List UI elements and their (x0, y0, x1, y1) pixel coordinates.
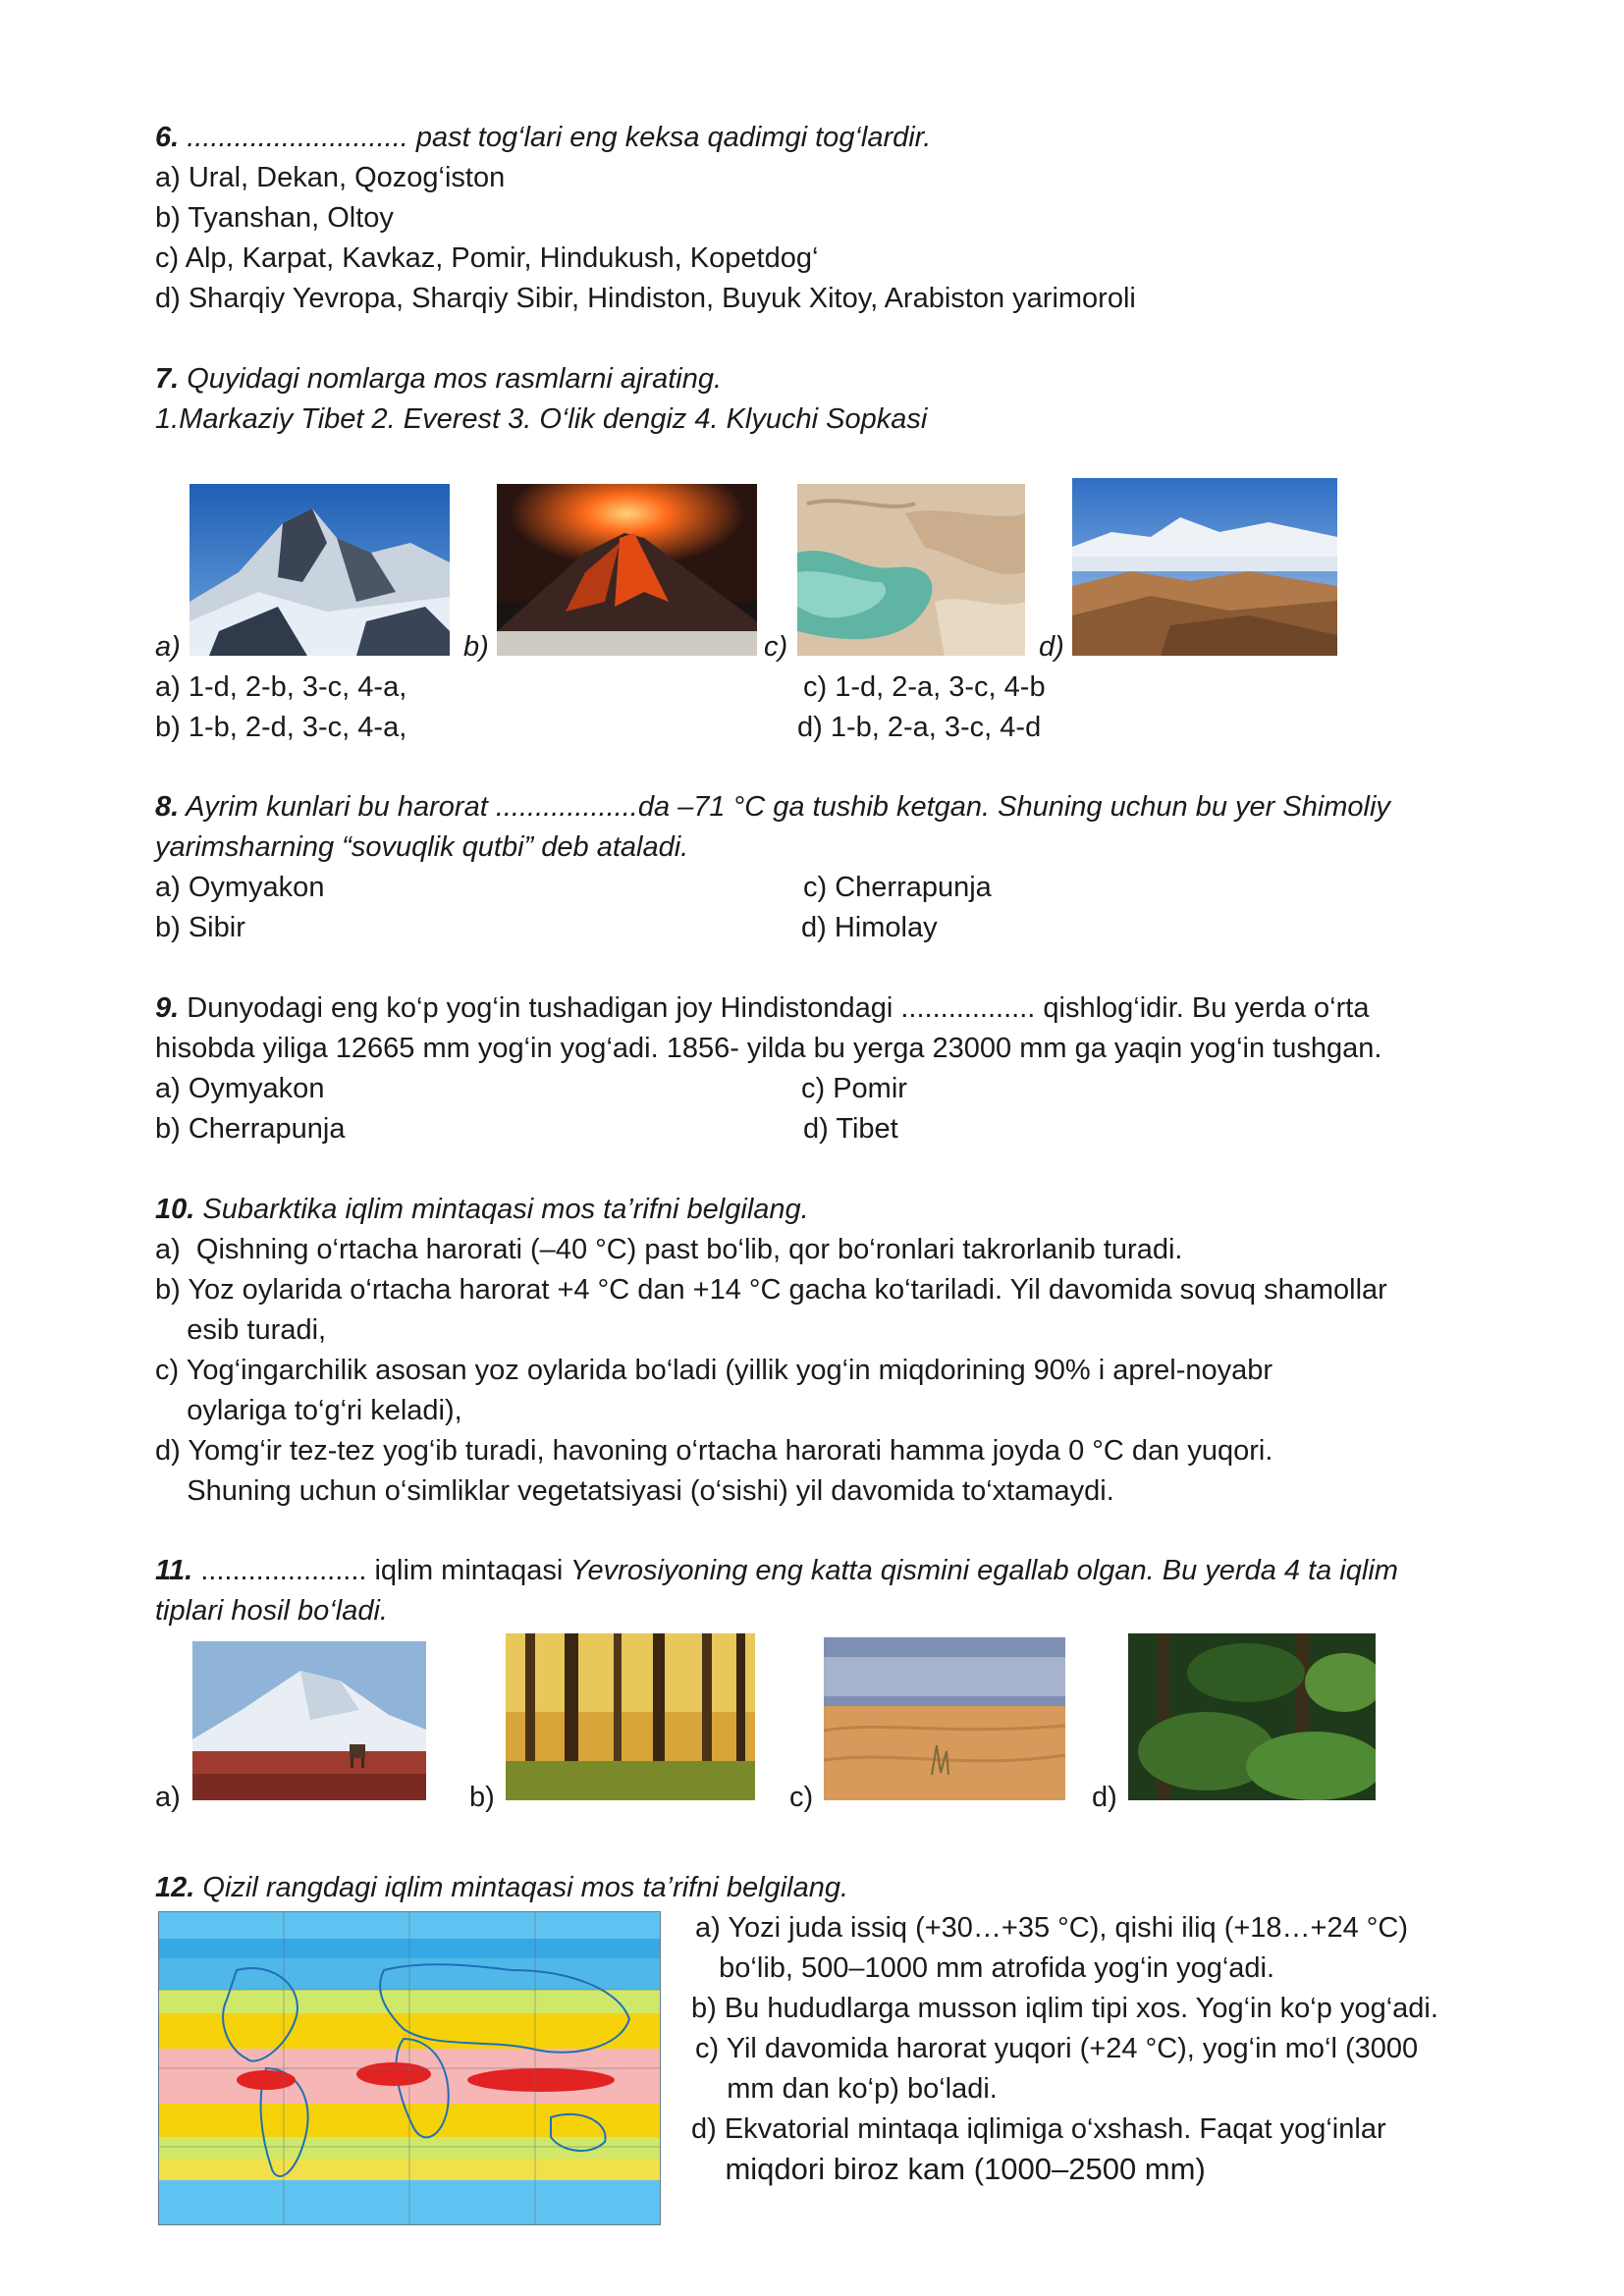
q7-names: 1.Markaziy Tibet 2. Everest 3. O‘lik dengiz 4. Klyuchi Sopkasi (155, 403, 928, 435)
q11-stem-text: Yevrosiyoning eng katta qismini egallab olgan. Bu yerda 4 ta iqlim (563, 1555, 1398, 1586)
q7-option-d[interactable]: d) 1-b, 2-a, 3-c, 4-d (797, 712, 1042, 743)
q10-stem (155, 1190, 809, 1229)
q7-image-label-d: d) (1039, 631, 1064, 663)
q10-stem-text: Subarktika iqlim mintaqasi mos ta’rifni belgilang. (194, 1194, 809, 1225)
q11-number: 11. (155, 1555, 193, 1586)
q7-image-everest[interactable] (189, 484, 450, 656)
q11-image-tundra[interactable] (192, 1641, 426, 1800)
q12-stem (155, 1868, 848, 1907)
q6-option-d[interactable]: d) Sharqiy Yevropa, Sharqiy Sibir, Hindiston, Buyuk Xitoy, Arabiston yarimoroli (155, 283, 1136, 314)
q7-option-a[interactable]: a) 1-d, 2-b, 3-c, 4-a, (155, 671, 407, 703)
q8-stem-line1 (155, 787, 1390, 827)
q11-image-label-b: b) (469, 1782, 495, 1813)
q10-option-c-cont: oylariga to‘g‘ri keladi), (155, 1395, 462, 1426)
q8-stem-line2: yarimsharning “sovuqlik qutbi” deb ataladi. (155, 831, 689, 863)
q12-option-c[interactable]: c) Yil davomida harorat yuqori (+24 °C), yog‘in mo‘l (3000 (695, 2033, 1419, 2064)
q11-image-forest[interactable] (506, 1633, 755, 1800)
q9-option-a[interactable]: a) Oymyakon (155, 1073, 325, 1104)
q6-option-c[interactable]: c) Alp, Karpat, Kavkaz, Pomir, Hindukush, Kopetdog‘ (155, 242, 819, 274)
q8-option-d[interactable]: d) Himolay (801, 912, 938, 943)
q11-image-label-a: a) (155, 1782, 181, 1813)
q9-option-b[interactable]: b) Cherrapunja (155, 1113, 346, 1145)
q7-option-c[interactable]: c) 1-d, 2-a, 3-c, 4-b (803, 671, 1046, 703)
q6-option-a[interactable]: a) Ural, Dekan, Qozog‘iston (155, 162, 506, 193)
q11-image-rainforest[interactable] (1128, 1633, 1376, 1800)
q10-option-b-cont: esib turadi, (155, 1314, 327, 1346)
q11-image-desert[interactable] (824, 1637, 1065, 1800)
q6-stem (155, 118, 931, 157)
q12-option-b[interactable]: b) Bu hududlarga musson iqlim tipi xos. Yog‘in ko‘p yog‘adi. (691, 1993, 1438, 2024)
q12-climate-map[interactable] (158, 1911, 661, 2225)
q10-number: 10. (155, 1194, 195, 1225)
q11-blank: ..................... iqlim mintaqasi (192, 1555, 564, 1586)
q12-option-c-cont: mm dan ko‘p) bo‘ladi. (695, 2073, 998, 2105)
q6-number: 6. (155, 122, 180, 153)
q9-number: 9. (155, 992, 180, 1024)
q7-number: 7. (155, 363, 180, 395)
q9-option-d[interactable]: d) Tibet (803, 1113, 898, 1145)
q12-option-a[interactable]: a) Yozi juda issiq (+30…+35 °C), qishi iliq (+18…+24 °C) (695, 1912, 1409, 1944)
q9-stem-text: Dunyodagi eng ko‘p yog‘in tushadigan joy Hindistondagi ................. qishlog‘idir. Bu yerda o‘rta (179, 992, 1370, 1024)
q12-stem-text: Qizil rangdagi iqlim mintaqasi mos ta’rifni belgilang. (194, 1872, 849, 1903)
q7-image-volcano[interactable] (497, 484, 757, 656)
q7-image-dead-sea[interactable] (797, 484, 1025, 656)
q12-option-d[interactable]: d) Ekvatorial mintaqa iqlimiga o‘xshash. Faqat yog‘inlar (691, 2113, 1386, 2145)
q6-option-b[interactable]: b) Tyanshan, Oltoy (155, 202, 394, 234)
q9-stem-line2: hisobda yiliga 12665 mm yog‘in yog‘adi. 1856- yilda bu yerga 23000 mm ga yaqin yog‘in tushgan. (155, 1033, 1382, 1064)
q7-image-tibet[interactable] (1072, 478, 1337, 656)
q8-option-b[interactable]: b) Sibir (155, 912, 245, 943)
q11-image-label-c: c) (789, 1782, 814, 1813)
q7-image-label-a: a) (155, 631, 181, 663)
q7-image-label-c: c) (764, 631, 788, 663)
q10-option-b[interactable]: b) Yoz oylarida o‘rtacha harorat +4 °C dan +14 °C gacha ko‘tariladi. Yil davomida sovuq shamollar (155, 1274, 1387, 1306)
q12-number: 12. (155, 1872, 195, 1903)
q8-number: 8. (155, 791, 180, 823)
q9-stem-line1 (155, 988, 1369, 1028)
q8-option-a[interactable]: a) Oymyakon (155, 872, 325, 903)
q7-image-label-b: b) (463, 631, 489, 663)
q10-option-a[interactable]: a) Qishning o‘rtacha harorati (–40 °C) past bo‘lib, qor bo‘ronlari takrorlanib turadi. (155, 1234, 1183, 1265)
q12-option-a-cont: bo‘lib, 500–1000 mm atrofida yog‘in yog‘adi. (695, 1952, 1275, 1984)
q8-stem-text: Ayrim kunlari bu harorat ..................da –71 °C ga tushib ketgan. Shuning uchun bu yer Shimoliy (179, 791, 1390, 823)
q11-stem-line1 (155, 1551, 1398, 1590)
q6-stem-text: ............................ past tog‘lari eng keksa qadimgi tog‘lardir. (179, 122, 932, 153)
q12-option-d-cont: miqdori biroz kam (1000–2500 mm) (691, 2152, 1206, 2186)
q7-stem (155, 359, 722, 399)
q10-option-d[interactable]: d) Yomg‘ir tez-tez yog‘ib turadi, havoning o‘rtacha harorati hamma joyda 0 °C dan yuqori. (155, 1435, 1273, 1467)
q10-option-c[interactable]: c) Yog‘ingarchilik asosan yoz oylarida bo‘ladi (yillik yog‘in miqdorining 90% i aprel-noyabr (155, 1355, 1273, 1386)
q9-option-c[interactable]: c) Pomir (801, 1073, 907, 1104)
q10-option-d-cont: Shuning uchun o‘simliklar vegetatsiyasi (o‘sishi) yil davomida to‘xtamaydi. (155, 1475, 1114, 1507)
q11-image-label-d: d) (1092, 1782, 1117, 1813)
q7-stem-text: Quyidagi nomlarga mos rasmlarni ajrating. (179, 363, 723, 395)
q8-option-c[interactable]: c) Cherrapunja (803, 872, 992, 903)
q7-option-b[interactable]: b) 1-b, 2-d, 3-c, 4-a, (155, 712, 407, 743)
q11-stem-line2: tiplari hosil bo‘ladi. (155, 1595, 388, 1627)
